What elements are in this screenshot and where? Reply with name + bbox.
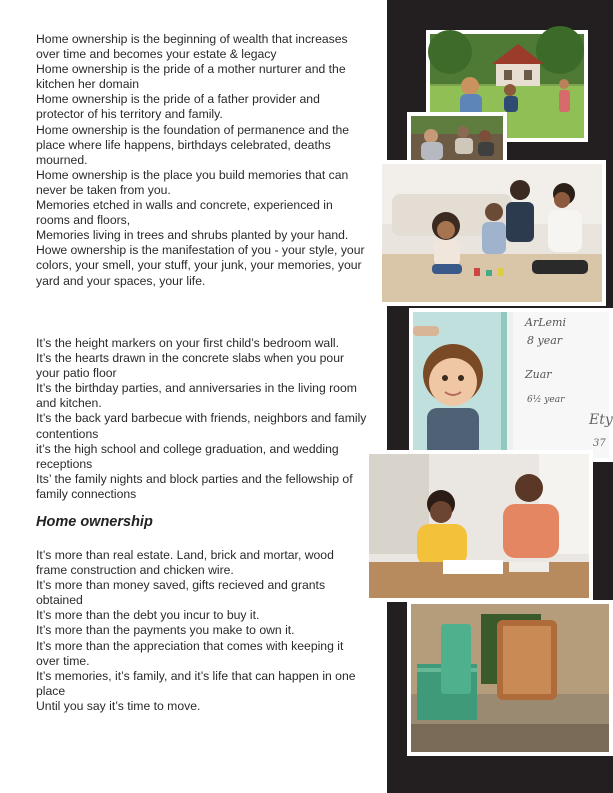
more-than-line: It’s more than the payments you make to own it.: [36, 623, 295, 638]
more-than-line: It’s more than money saved, gifts recieved and grants obtained: [36, 578, 326, 608]
memory-line: It’s the hearts drawn in the concrete slabs when you pour your patio floor: [36, 351, 345, 381]
section-heading: Home ownership: [36, 514, 153, 530]
whiteboard-label-4: 6½ year: [527, 395, 565, 405]
memory-line: It’s the birthday parties, and anniversaries in the living room and kitchen.: [36, 381, 357, 411]
more-than-paragraph: [36, 548, 368, 714]
whiteboard-label-2: 8 year: [527, 334, 563, 347]
whiteboard-label-1: ArLemi: [525, 316, 566, 329]
memories-paragraph: [36, 336, 368, 502]
intro-line: Memories living in trees and shrubs planted by your hand.: [36, 228, 349, 243]
memory-line: it’s the high school and college graduation, and wedding receptions: [36, 441, 339, 471]
photo-porch-rocking-chairs: [407, 600, 613, 756]
more-than-line: Until you say it’s time to move.: [36, 698, 201, 713]
memory-line: It’s the height markers on your first child’s bedroom wall.: [36, 336, 340, 350]
photo-couple-at-table: [365, 450, 593, 602]
memory-line: Its’ the family nights and block parties and the fellowship of family connections: [36, 471, 353, 501]
memory-line: It’s the back yard barbecue with friends, neighbors and family contentions: [36, 411, 367, 441]
whiteboard-label-3: Zuar: [525, 368, 552, 381]
more-than-line: It’s more than the appreciation that comes with keeping it over time.: [36, 638, 344, 668]
intro-line: Memories etched in walls and concrete, experienced in rooms and floors,: [36, 198, 333, 228]
intro-line: Home ownership is the beginning of wealth that increases over time and becomes your estate & legacy: [36, 32, 348, 62]
intro-paragraph: [36, 32, 368, 289]
intro-line: Home ownership is the foundation of permanence and the place where life happens, birthdays celebrated, deaths mourned.: [36, 122, 350, 167]
whiteboard-label-6: 37: [593, 438, 606, 449]
intro-line: Home ownership is the place you build memories that can never be taken from you.: [36, 167, 349, 197]
more-than-line: It’s memories, it’s family, and it’s life that can happen in one place: [36, 668, 356, 698]
intro-line: Howe ownership is the manifestation of you - your style, your colors, your smell, your stuff, your junk, your memories, your yard and your spaces, your life.: [36, 243, 365, 288]
intro-line: Home ownership is the pride of a father provider and protector of his territory and family.: [36, 92, 320, 122]
whiteboard-label-5: Ety: [589, 412, 613, 428]
more-than-line: It’s more than real estate. Land, brick and mortar, wood frame construction and chicken wire.: [36, 548, 334, 578]
more-than-line: It’s more than the debt you incur to buy it.: [36, 608, 260, 623]
photo-child-height-chart: [409, 308, 613, 462]
photo-family-living-room: [378, 160, 606, 306]
intro-line: Home ownership is the pride of a mother nurturer and the kitchen her domain: [36, 62, 346, 92]
